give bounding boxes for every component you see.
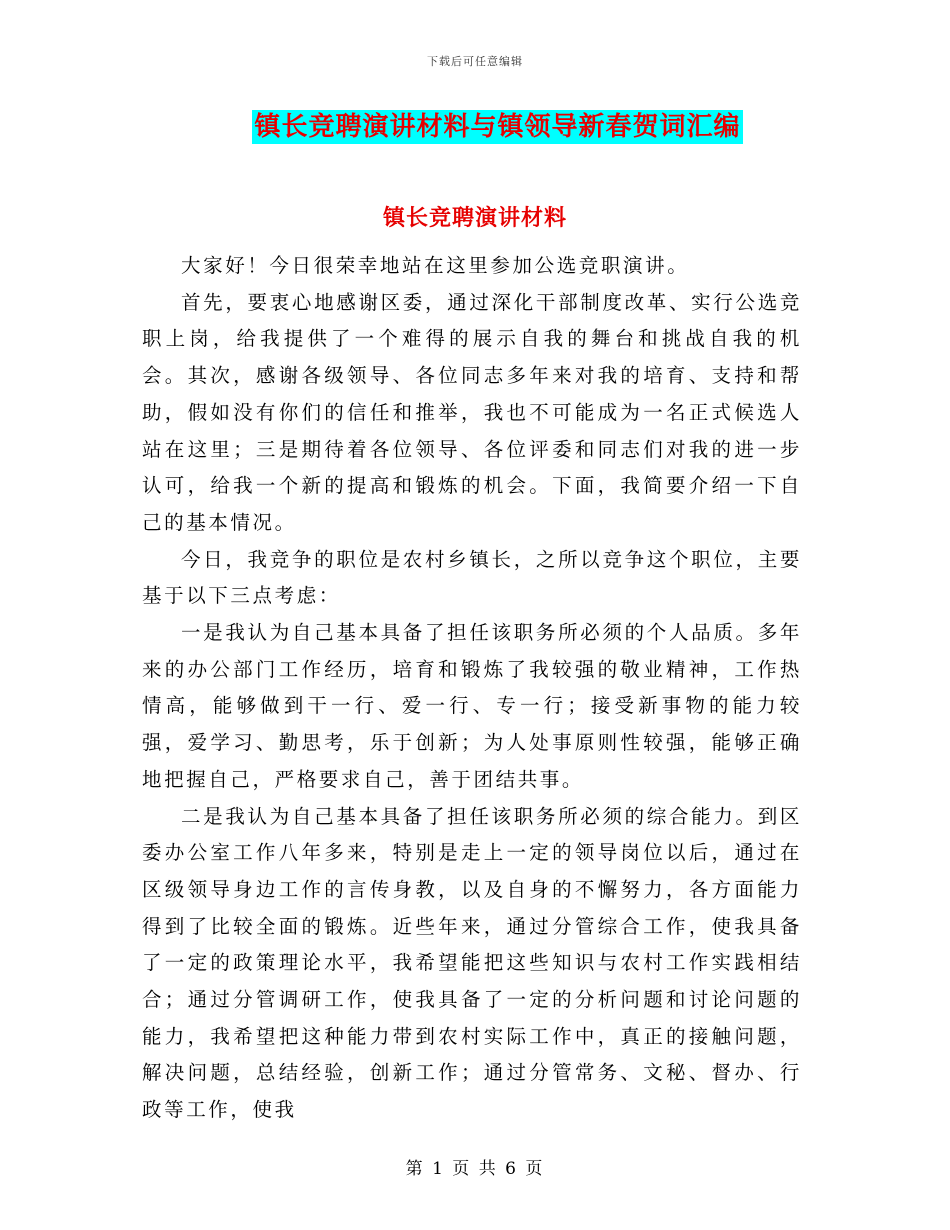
paragraph: 一是我认为自己基本具备了担任该职务所必须的个人品质。多年来的办公部门工作经历，培育和锻炼了我较强的敬业精神，工作热情高，能够做到干一行、爱一行、专一行；接受新事物的能力较强，爱学习、勤思考，乐于创新；为人处事原则性较强，能够正确地把握自己，严格要求自己，善于团结共事。 (142, 621, 802, 791)
paragraph: 今日，我竞争的职位是农村乡镇长，之所以竞争这个职位，主要基于以下三点考虑： (142, 547, 802, 608)
document-title: 镇长竞聘演讲材料与镇领导新春贺词汇编 (254, 112, 741, 142)
doc-title-wrap (0, 110, 950, 144)
body-text (142, 248, 802, 1129)
page-footer: 第 1 页 共 6 页 (405, 1159, 545, 1179)
paragraph: 大家好！今日很荣幸地站在这里参加公选竞职演讲。 (181, 254, 690, 277)
paragraph: 首先，要衷心地感谢区委，通过深化干部制度改革、实行公选竞职上岗，给我提供了一个难得的展示自我的舞台和挑战自我的机会。其次，感谢各级领导、各位同志多年来对我的培育、支持和帮助，假如没有你们的信任和推举，我也不可能成为一名正式候选人站在这里；三是期待着各位领导、各位评委和同志们对我的进一步认可，给我一个新的提高和锻炼的机会。下面，我简要介绍一下自己的基本情况。 (142, 290, 802, 534)
paragraph: 二是我认为自己基本具备了担任该职务所必须的综合能力。到区委办公室工作八年多来，特别是走上一定的领导岗位以后，通过在区级领导身边工作的言传身教，以及自身的不懈努力，各方面能力得到了比较全面的锻炼。近些年来，通过分管综合工作，使我具备了一定的政策理论水平，我希望能把这些知识与农村工作实践相结合；通过分管调研工作，使我具备了一定的分析问题和讨论问题的能力，我希望把这种能力带到农村实际工作中，真正的接触问题，解决问题，总结经验，创新工作；通过分管常务、文秘、督办、行政等工作，使我 (142, 804, 802, 1122)
header-note: 下载后可任意编辑 (427, 55, 523, 68)
section-title: 镇长竞聘演讲材料 (382, 205, 567, 231)
